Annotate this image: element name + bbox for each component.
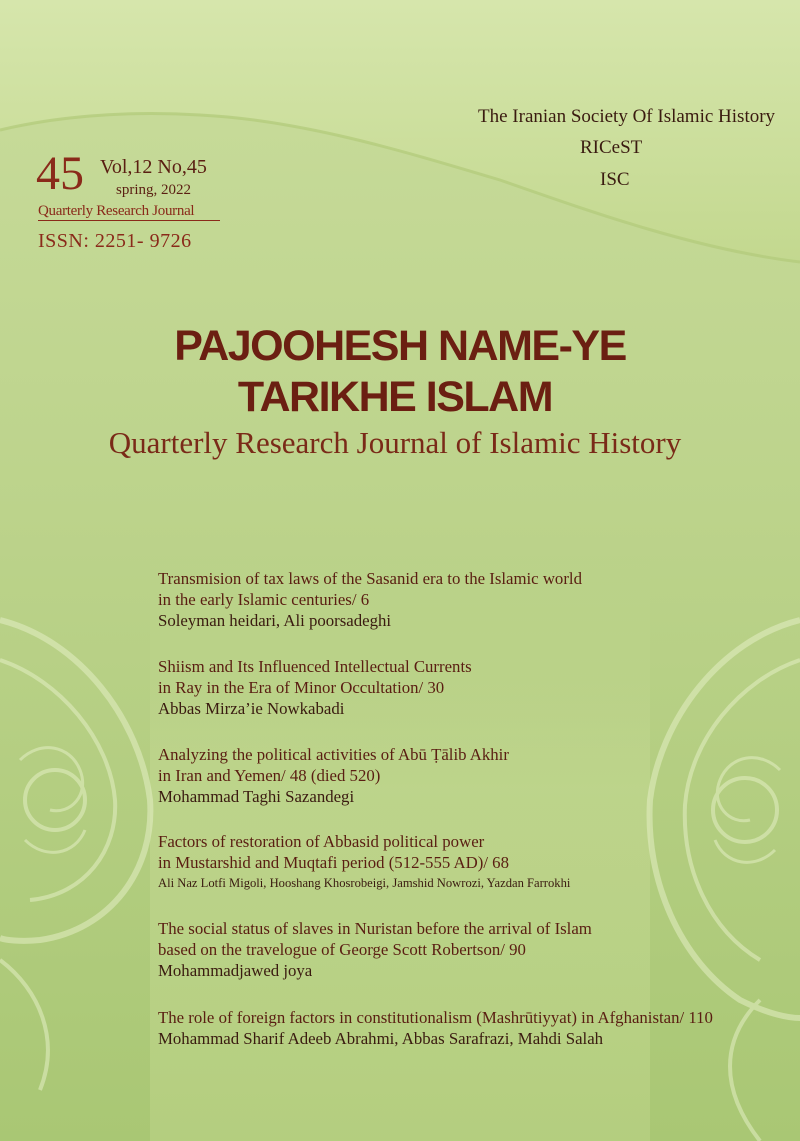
article-title-line: in Ray in the Era of Minor Occultation/ 30 bbox=[158, 678, 445, 697]
issue-number: 45 bbox=[36, 147, 84, 200]
article-authors: Abbas Mirza’ie Nowkabadi bbox=[158, 699, 345, 718]
article-entry bbox=[158, 1007, 788, 1049]
article-title-line: in Mustarshid and Muqtafi period (512-555 AD)/ 68 bbox=[158, 853, 509, 872]
article-entry bbox=[158, 568, 788, 631]
article-authors: Mohammad Taghi Sazandegi bbox=[158, 787, 355, 806]
article-authors: Soleyman heidari, Ali poorsadeghi bbox=[158, 611, 392, 630]
journal-title-line1: PAJOOHESH NAME-YE bbox=[174, 322, 626, 370]
journal-title-line2: TARIKHE ISLAM bbox=[237, 373, 553, 421]
article-entry bbox=[158, 918, 788, 981]
article-title-line: The social status of slaves in Nuristan before the arrival of Islam bbox=[158, 919, 592, 938]
article-title-line: Shiism and Its Influenced Intellectual Currents bbox=[158, 657, 472, 676]
volume-number: Vol,12 No,45 bbox=[100, 156, 207, 178]
left-arabesque-ornament bbox=[0, 620, 150, 1090]
article-title-line: Factors of restoration of Abbasid political power bbox=[158, 832, 485, 851]
article-title-line: in the early Islamic centuries/ 6 bbox=[158, 590, 370, 609]
article-title-line: in Iran and Yemen/ 48 (died 520) bbox=[158, 766, 381, 785]
article-entry bbox=[158, 656, 788, 719]
article-title-line: based on the travelogue of George Scott Robertson/ 90 bbox=[158, 940, 526, 959]
publisher-ricest: RICeST bbox=[580, 137, 643, 158]
journal-subtitle: Quarterly Research Journal of Islamic History bbox=[108, 425, 682, 460]
article-title-line: Analyzing the political activities of Abū Ṭālib Akhir bbox=[158, 745, 509, 764]
article-title-line: The role of foreign factors in constitutionalism (Mashrūtiyyat) in Afghanistan/ 110 bbox=[158, 1008, 713, 1027]
article-entry bbox=[158, 744, 788, 807]
publisher-isc: ISC bbox=[600, 169, 630, 190]
article-authors: Ali Naz Lotfi Migoli, Hooshang Khosrobeigi, Jamshid Nowrozi, Yazdan Farrokhi bbox=[158, 876, 571, 890]
issue-season: spring, 2022 bbox=[116, 182, 191, 198]
top-wave-band bbox=[0, 0, 800, 262]
article-authors: Mohammadjawed joya bbox=[158, 961, 313, 980]
publisher-society: The Iranian Society Of Islamic History bbox=[478, 106, 776, 127]
journal-type: Quarterly Research Journal bbox=[38, 202, 220, 221]
article-title-line: Transmision of tax laws of the Sasanid era to the Islamic world bbox=[158, 569, 582, 588]
article-entry bbox=[158, 831, 788, 894]
issn: ISSN: 2251- 9726 bbox=[38, 230, 192, 252]
article-authors: Mohammad Sharif Adeeb Abrahmi, Abbas Sarafrazi, Mahdi Salah bbox=[158, 1029, 604, 1048]
